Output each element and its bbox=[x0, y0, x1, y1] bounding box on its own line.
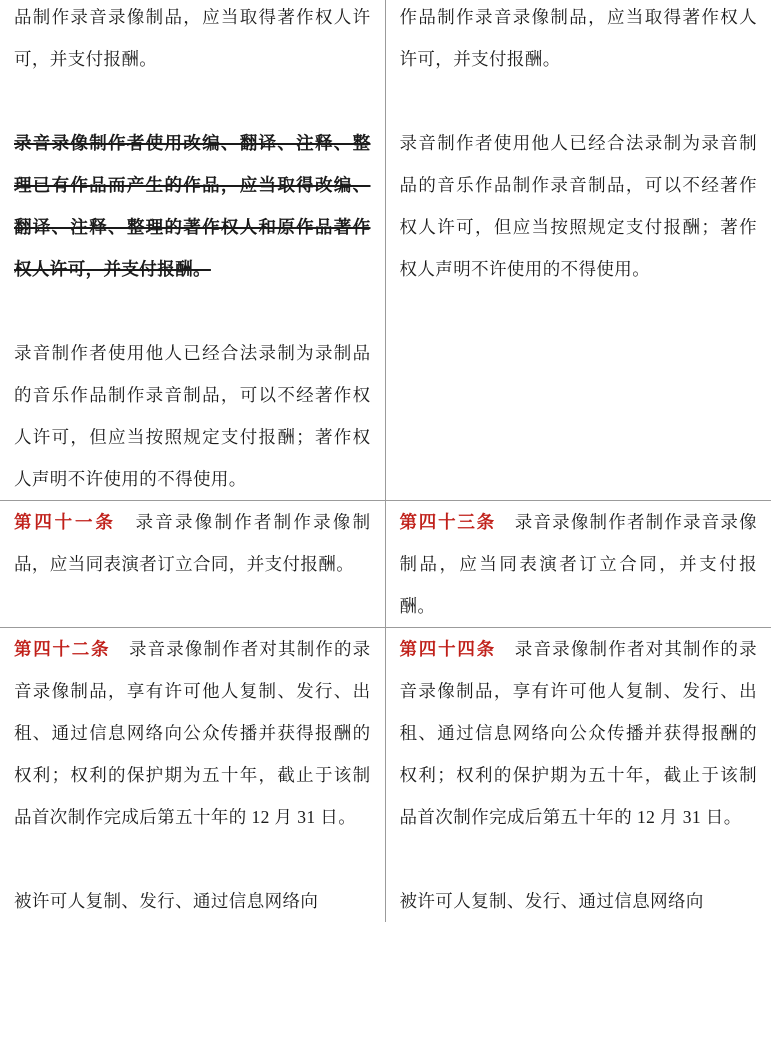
table-cell-right bbox=[385, 628, 771, 923]
article-number: 第四十三条 bbox=[399, 512, 496, 532]
article-paragraph bbox=[14, 628, 371, 838]
article-paragraph bbox=[400, 501, 758, 627]
paragraph: 被许可人复制、发行、通过信息网络向 bbox=[14, 891, 319, 911]
article-number: 第四十四条 bbox=[399, 639, 496, 659]
paragraph: 作品制作录音录像制品，应当取得著作权人许可，并支付报酬。 bbox=[399, 7, 757, 69]
struck-paragraph: 录音录像制作者使用改编、翻译、注释、整理已有作品而产生的作品，应当取得改编、翻译、注释、整理的著作权人和原作品著作权人许可，并支付报酬。 bbox=[14, 133, 371, 279]
table-cell-left bbox=[0, 628, 385, 923]
paragraph: 被许可人复制、发行、通过信息网络向 bbox=[399, 891, 704, 911]
article-text: 录音录像制作者制作录音录像制品，应当同表演者订立合同，并支付报酬。 bbox=[399, 512, 758, 616]
table-cell-left bbox=[0, 0, 385, 501]
article-text: 录音录像制作者对其制作的录音录像制品，享有许可他人复制、发行、出租、通过信息网络向公众传播并获得报酬的权利；权利的保护期为五十年，截止于该制品首次制作完成后第五十年的 12 月 31 日。 bbox=[399, 639, 758, 827]
paragraph: 录音制作者使用他人已经合法录制为录制品的音乐作品制作录音制品，可以不经著作权人许可，但应当按照规定支付报酬；著作权人声明不许使用的不得使用。 bbox=[14, 343, 371, 489]
table-cell-right bbox=[385, 0, 771, 501]
table-row bbox=[0, 0, 771, 501]
article-number: 第四十一条 bbox=[14, 512, 116, 532]
paragraph: 录音制作者使用他人已经合法录制为录音制品的音乐作品制作录音制品，可以不经著作权人许可，但应当按照规定支付报酬；著作权人声明不许使用的不得使用。 bbox=[399, 133, 757, 279]
article-paragraph bbox=[14, 501, 371, 585]
paragraph: 品制作录音录像制品，应当取得著作权人许可，并支付报酬。 bbox=[14, 7, 371, 69]
table-cell-left bbox=[0, 501, 385, 628]
article-text: 录音录像制作者制作录像制品，应当同表演者订立合同，并支付报酬。 bbox=[14, 512, 371, 574]
article-paragraph bbox=[400, 628, 758, 838]
article-text: 录音录像制作者对其制作的录音录像制品，享有许可他人复制、发行、出租、通过信息网络向公众传播并获得报酬的权利；权利的保护期为五十年，截止于该制品首次制作完成后第五十年的 12 月 31 日。 bbox=[14, 639, 371, 827]
table-row bbox=[0, 628, 771, 923]
table-cell-right bbox=[385, 501, 771, 628]
article-number: 第四十二条 bbox=[14, 639, 111, 659]
table-row bbox=[0, 501, 771, 628]
